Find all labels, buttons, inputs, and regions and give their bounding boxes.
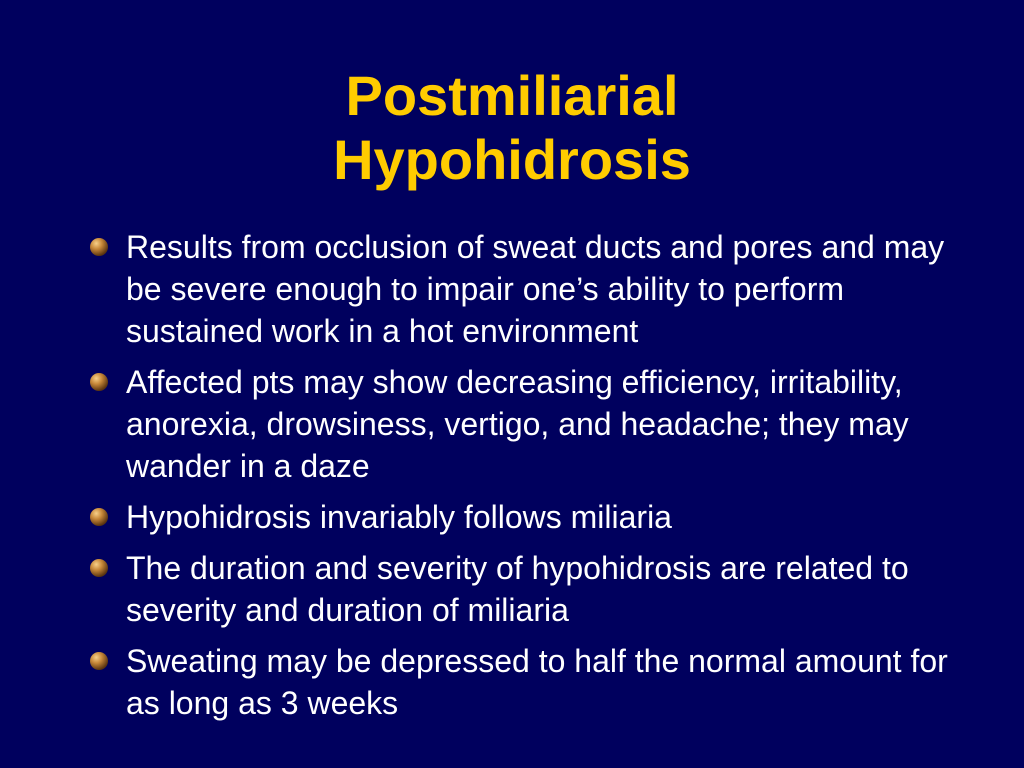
- slide-title-line-1: Postmiliarial: [345, 64, 679, 127]
- bullet-item: [88, 640, 968, 724]
- bullet-text: Results from occlusion of sweat ducts and pores and may be severe enough to impair one’s ability to perform sustained work in a hot environment: [126, 229, 945, 349]
- slide-title-line-2: Hypohidrosis: [333, 128, 691, 191]
- bullet-item: [88, 226, 968, 352]
- bullet-item: [88, 496, 968, 538]
- slide-title: [0, 64, 1024, 192]
- bullet-item: [88, 547, 968, 631]
- bronze-sphere-icon: [89, 507, 109, 527]
- bullet-text: Affected pts may show decreasing efficiency, irritability, anorexia, drowsiness, vertigo, and headache; they may wander in a daze: [126, 364, 909, 484]
- bronze-sphere-icon: [89, 651, 109, 671]
- bronze-sphere-icon: [89, 372, 109, 392]
- bronze-sphere-icon: [89, 558, 109, 578]
- bronze-sphere-icon: [89, 237, 109, 257]
- bullet-text: Hypohidrosis invariably follows miliaria: [126, 499, 672, 535]
- bullet-list: [88, 226, 968, 733]
- bullet-text: Sweating may be depressed to half the normal amount for as long as 3 weeks: [126, 643, 948, 721]
- bullet-text: The duration and severity of hypohidrosis are related to severity and duration of miliaria: [126, 550, 909, 628]
- bullet-item: [88, 361, 968, 487]
